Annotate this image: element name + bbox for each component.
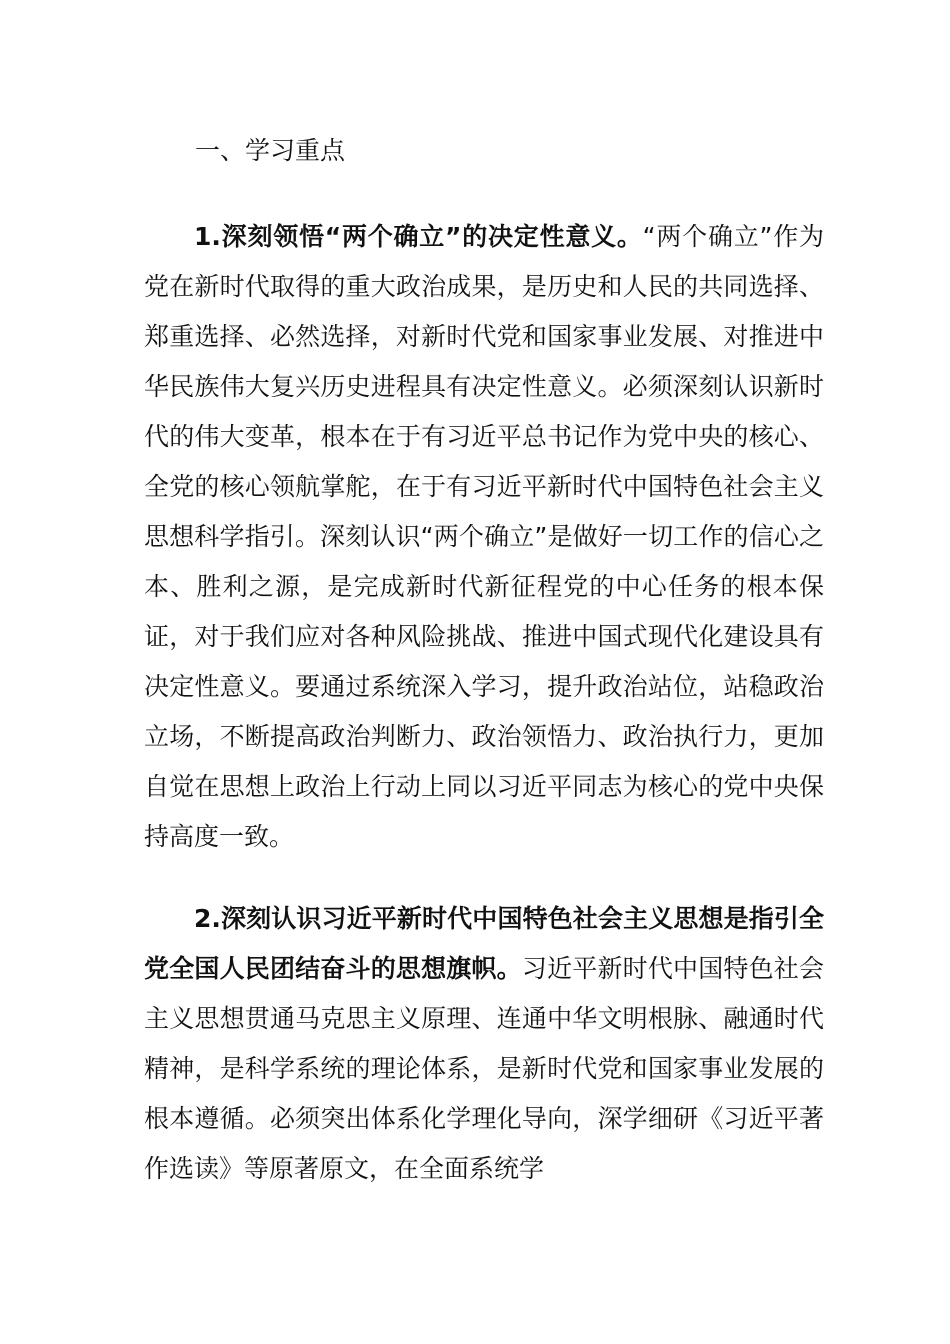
section-heading: 一、学习重点 [195,136,346,165]
paragraph-1-lead: 1.深刻领悟“两个确立”的决定性意义。 [194,222,643,251]
paragraph-1 [144,212,824,862]
paragraph-2 [144,894,824,1194]
paragraph-2-lead: 2.深刻认识习近平新时代中国特色社会主义思想是指引全党全国人民团结奋斗的思想旗帜。 [144,904,824,983]
paragraph-1-body: “两个确立”作为党在新时代取得的重大政治成果，是历史和人民的共同选择、郑重选择、必然选择，对新时代党和国家事业发展、对推进中华民族伟大复兴历史进程具有决定性意义。必须深刻认识新时代的伟大变革，根本在于有习近平总书记作为党中央的核心、全党的核心领航掌舵，在于有习近平新时代中国特色社会主义思想科学指引。深刻认识“两个确立”是做好一切工作的信心之本、胜利之源，是完成新时代新征程党的中心任务的根本保证，对于我们应对各种风险挑战、推进中国式现代化建设具有决定性意义。要通过系统深入学习，提升政治站位，站稳政治立场，不断提高政治判断力、政治领悟力、政治执行力，更加自觉在思想上政治上行动上同以习近平同志为核心的党中央保持高度一致。 [144,222,824,851]
paragraph-2-body: 习近平新时代中国特色社会主义思想贯通马克思主义原理、连通中华文明根脉、融通时代精神，是科学系统的理论体系，是新时代党和国家事业发展的根本遵循。必须突出体系化学理化导向，深学细研《习近平著作选读》等原著原文，在全面系统学 [144,954,824,1183]
